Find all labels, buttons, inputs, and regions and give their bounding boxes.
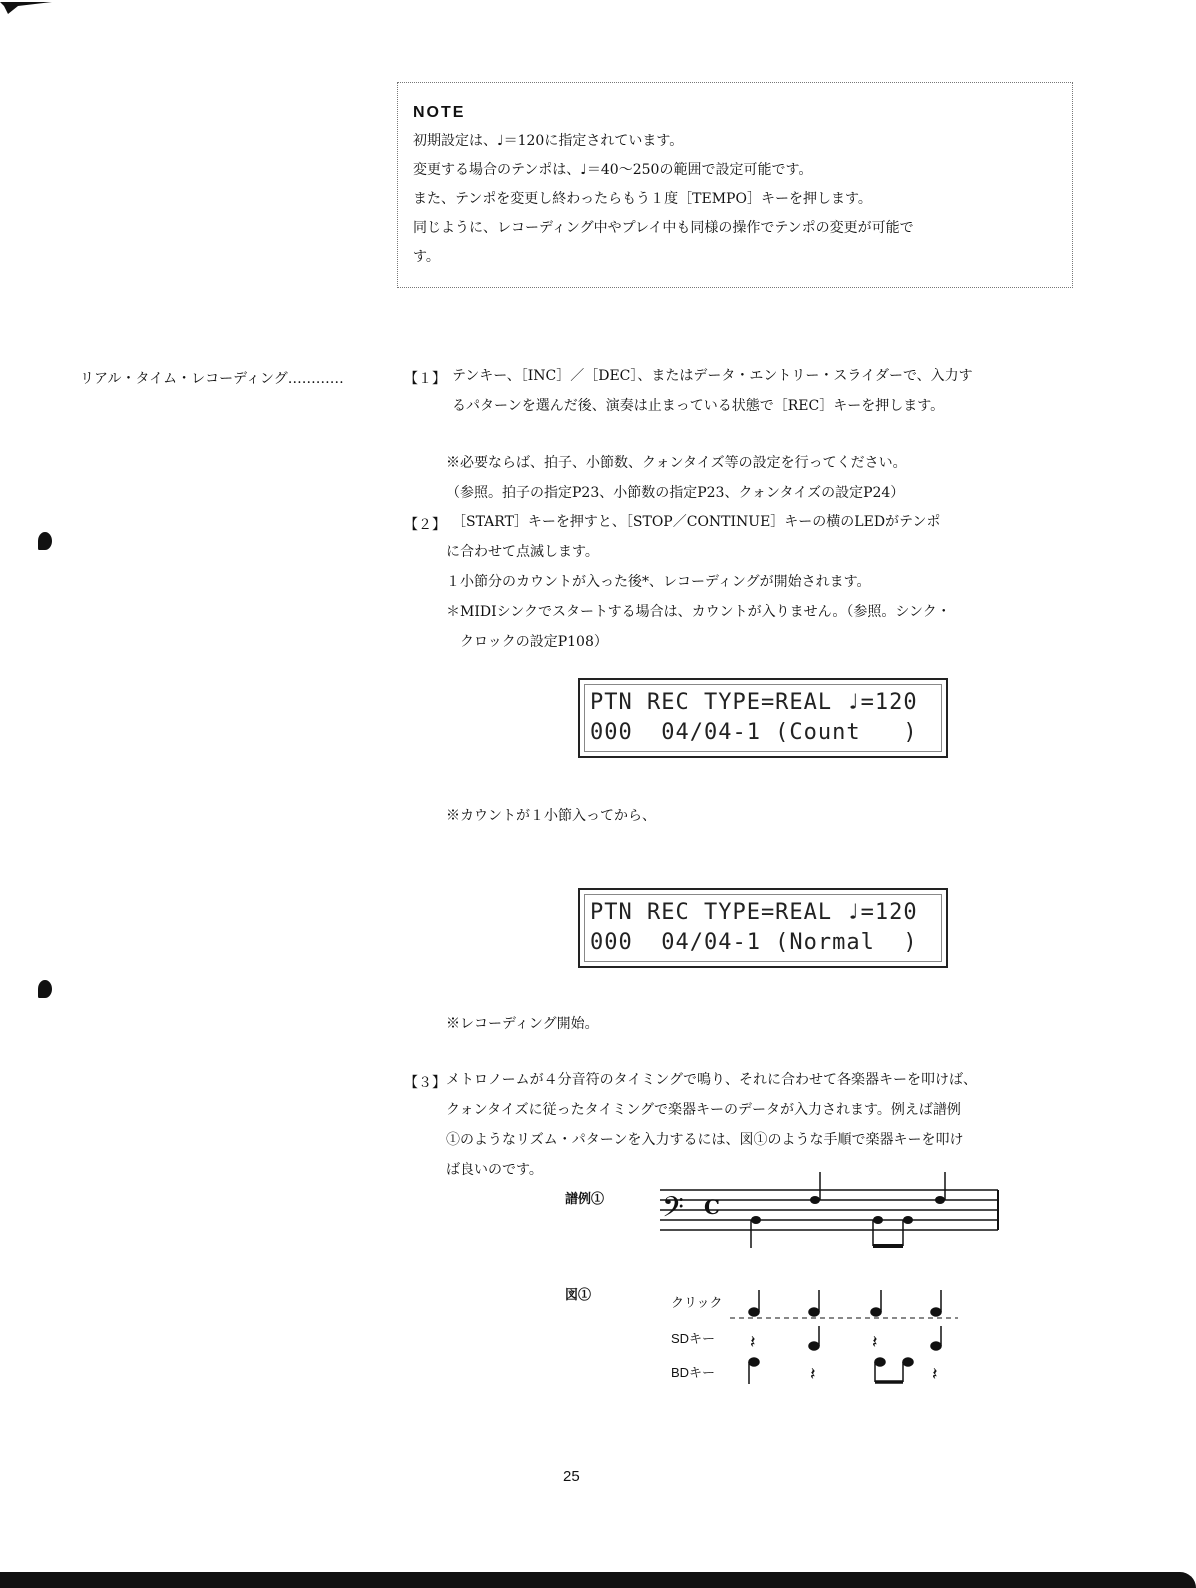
figure-row-label: SDキー xyxy=(671,1331,716,1346)
lcd-line-1: PTN REC TYPE=REAL ♩=120 xyxy=(590,690,918,715)
step1-note: ※必要ならば、拍子、小節数、クォンタイズ等の設定を行ってください。 xyxy=(446,455,907,471)
note-line: また、テンポを変更し終わったらもう１度［TEMPO］キーを押します。 xyxy=(413,191,872,207)
step2-line: クロックの設定P108） xyxy=(460,634,608,650)
page-number: 25 xyxy=(563,1468,580,1485)
svg-text:𝄽: 𝄽 xyxy=(872,1332,878,1353)
bass-clef-icon: 𝄢 xyxy=(662,1191,684,1231)
lcd-display xyxy=(578,888,948,968)
lcd-line-2: 000 04/04-1 (Normal ) xyxy=(590,930,918,955)
binding-hole-mark xyxy=(38,980,52,998)
note-line: す。 xyxy=(413,249,440,265)
section-heading: リアル・タイム・レコーディング………… xyxy=(80,371,344,387)
svg-text:C: C xyxy=(704,1195,720,1219)
lcd-line-1: PTN REC TYPE=REAL ♩=120 xyxy=(590,900,918,925)
svg-text:𝄽: 𝄽 xyxy=(932,1364,938,1385)
binding-hole-mark xyxy=(38,532,52,550)
figure-row-label: BDキー xyxy=(671,1365,716,1380)
note-box xyxy=(397,82,1073,288)
step-number: 【３】 xyxy=(404,1075,446,1091)
score-staff xyxy=(660,1170,1005,1250)
note-line: 変更する場合のテンポは、♩＝40〜250の範囲で設定可能です。 xyxy=(413,162,813,178)
step-number: 【１】 xyxy=(404,371,446,387)
note-title: NOTE xyxy=(413,104,466,121)
step1-note: （参照。拍子の指定P23、小節数の指定P23、クォンタイズの設定P24） xyxy=(446,485,905,501)
step2-line: ＊MIDIシンクでスタートする場合は、カウントが入りません。（参照。シンク・ xyxy=(446,604,951,620)
input-sequence-figure xyxy=(730,1278,970,1388)
rec-start-note: ※レコーディング開始。 xyxy=(446,1016,599,1032)
step3-line: メトロノームが４分音符のタイミングで鳴り、それに合わせて各楽器キーを叩けば、 xyxy=(446,1072,978,1088)
count-note: ※カウントが１小節入ってから、 xyxy=(446,808,656,824)
note-line: 同じように、レコーディング中やプレイ中も同様の操作でテンポの変更が可能で xyxy=(413,220,914,236)
step1-line: テンキー、［INC］／［DEC］、またはデータ・エントリー・スライダーで、入力す xyxy=(452,368,973,384)
corner-mark xyxy=(0,0,60,20)
step2-line: １小節分のカウントが入った後*、レコーディングが開始されます。 xyxy=(446,574,871,590)
note-line: 初期設定は、♩＝120に指定されています。 xyxy=(413,133,684,149)
svg-text:𝄽: 𝄽 xyxy=(750,1332,756,1353)
step2-line: ［START］キーを押すと、［STOP／CONTINUE］キーの横のLEDがテンポ xyxy=(452,514,941,530)
step2-line: に合わせて点滅します。 xyxy=(446,544,599,560)
bottom-edge-bar xyxy=(0,1572,1196,1588)
step3-line: クォンタイズに従ったタイミングで楽器キーのデータが入力されます。例えば譜例 xyxy=(446,1102,961,1118)
step3-line: ①のようなリズム・パターンを入力するには、図①のような手順で楽器キーを叩け xyxy=(446,1132,964,1148)
step-number: 【２】 xyxy=(404,517,446,533)
step1-line: るパターンを選んだ後、演奏は止まっている状態で［REC］キーを押します。 xyxy=(452,398,945,414)
score-label: 譜例① xyxy=(565,1191,605,1206)
figure-label: 図① xyxy=(565,1287,592,1302)
lcd-line-2: 000 04/04-1 (Count ) xyxy=(590,720,918,745)
svg-text:𝄽: 𝄽 xyxy=(810,1364,816,1385)
step3-line: ば良いのです。 xyxy=(446,1162,543,1178)
figure-row-label: クリック xyxy=(671,1295,723,1310)
lcd-display xyxy=(578,678,948,758)
